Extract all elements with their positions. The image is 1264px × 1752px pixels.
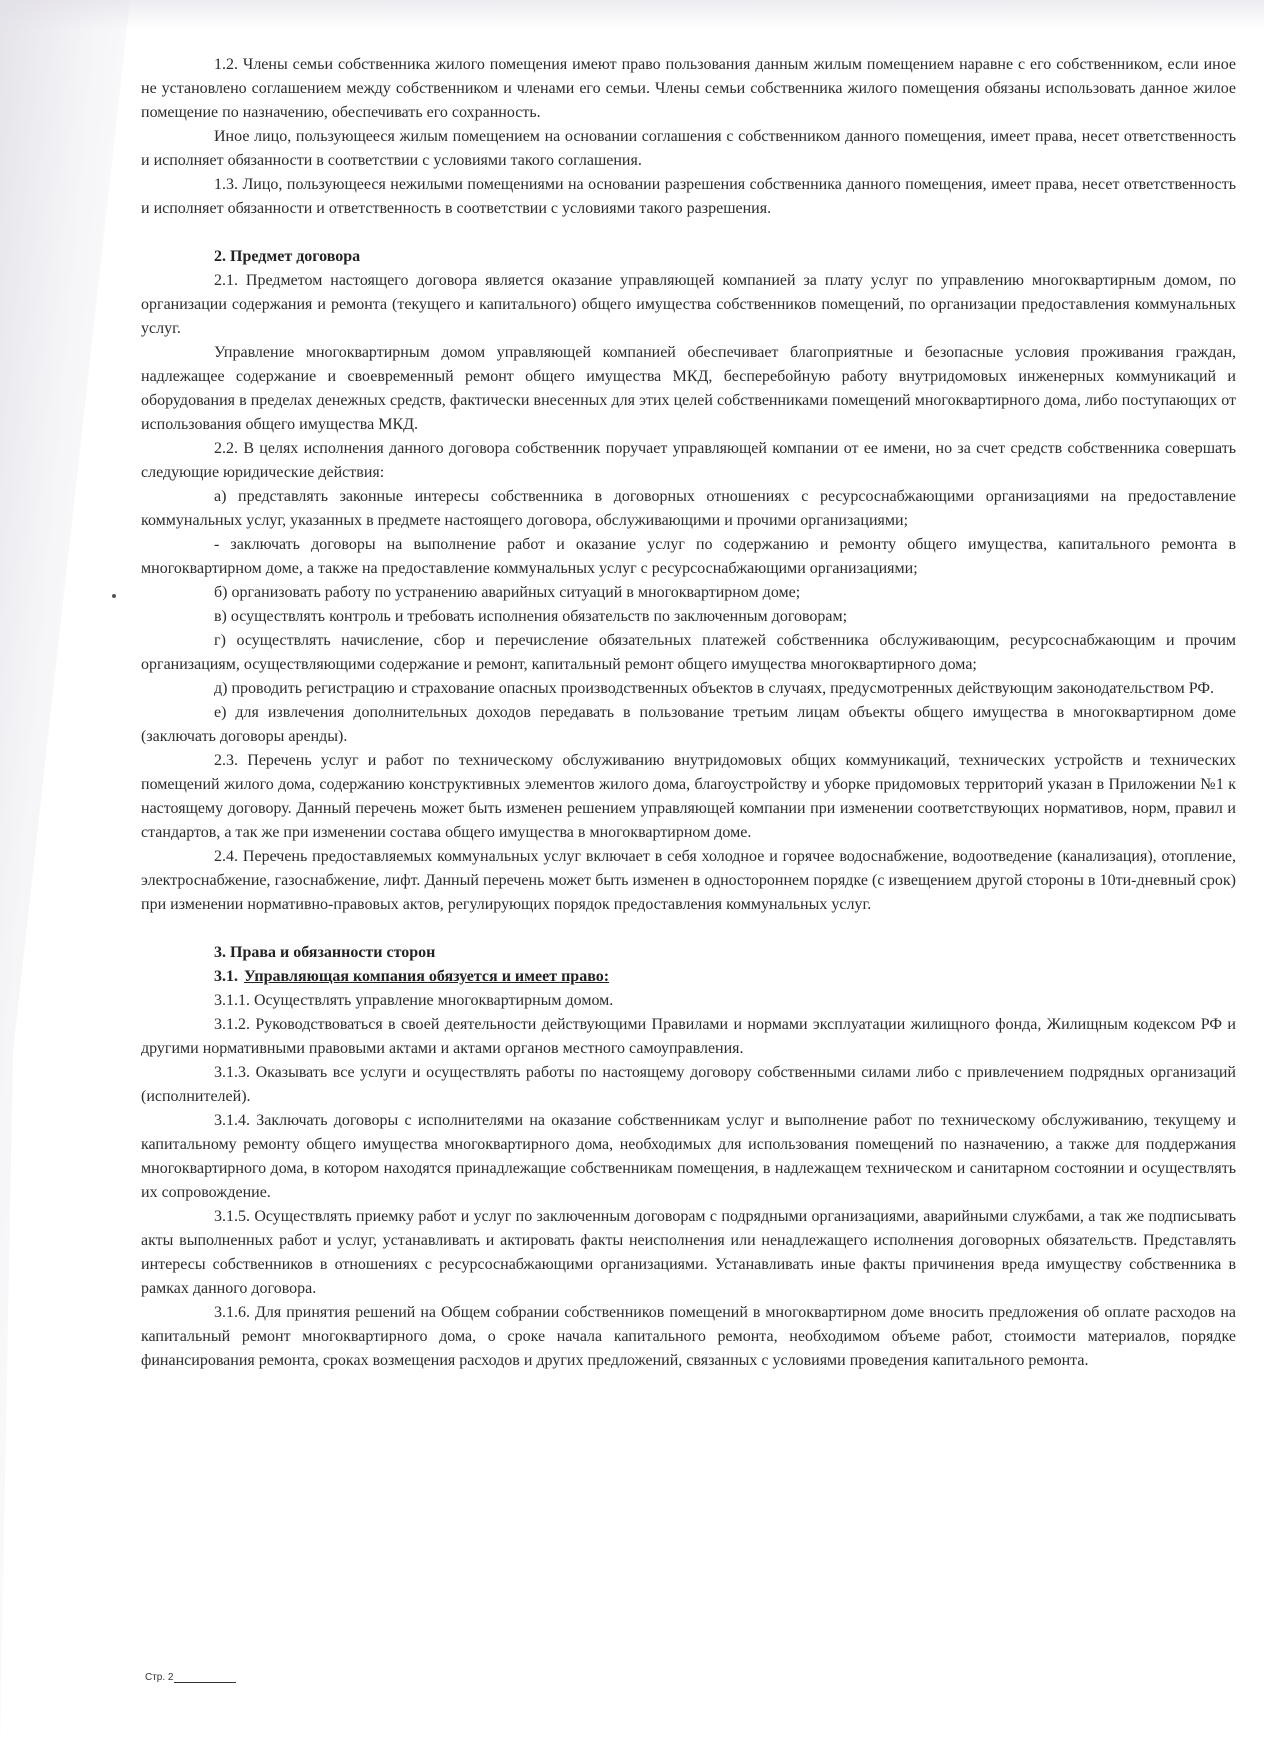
page-top-shadow bbox=[0, 0, 1264, 30]
paragraph-3-1-3: 3.1.3. Оказывать все услуги и осуществлять работы по настоящему договору собственными силами либо с привлечением подрядных организаций (исполнителей). bbox=[141, 1064, 1236, 1105]
paragraph-2-2-dash: - заключать договоры на выполнение работ и оказание услуг по содержанию и ремонту общего имущества, капитального ремонта в многоквартирном доме, а также на предоставление коммунальных услуг с ресурсоснабжающими организациями; bbox=[141, 536, 1236, 577]
paragraph-1-3: 1.3. Лицо, пользующееся нежилыми помещениями на основании разрешения собственника данного помещения, имеет права, несет ответственность и исполняет обязанности и ответственность в соответствии с условиями такого разрешения. bbox=[141, 176, 1236, 217]
subsection-3-1-number: 3.1. bbox=[214, 968, 238, 985]
paragraph-2-2-d: д) проводить регистрацию и страхование опасных производственных объектов в случаях, предусмотренных действующим законодательством РФ. bbox=[214, 680, 1215, 697]
section-2-heading: 2. Предмет договора bbox=[214, 248, 361, 265]
paragraph-2-1: 2.1. Предметом настоящего договора является оказание управляющей компанией за плату услуг по управлению многоквартирным домом, по организации содержания и ремонта (текущего и капитального) общего имущества собственников помещений, по организации предоставления коммунальных услуг. bbox=[141, 272, 1236, 337]
paragraph-3-1-6: 3.1.6. Для принятия решений на Общем собрании собственников помещений в многоквартирном доме вносить предложения об оплате расходов на капитальный ремонт многоквартирного дома, о сроке начала капитального ремонта, необходимом объеме работ, стоимости материалов, порядке финансирования ремонта, сроках возмещения расходов и других предложений, связанных с условиями проведения капитального ремонта. bbox=[141, 1304, 1236, 1369]
paragraph-2-2-b: б) организовать работу по устранению аварийных ситуаций в многоквартирном доме; bbox=[214, 584, 801, 601]
subsection-3-1-title: Управляющая компания обязуется и имеет право: bbox=[244, 968, 610, 985]
paragraph-2-2-g: г) осуществлять начисление, сбор и перечисление обязательных платежей собственника обслуживающим, ресурсоснабжающим и прочим организациям, осуществляющими содержание и ремонт, капитальный ремонт общего имущества многоквартирного дома; bbox=[141, 632, 1236, 673]
paragraph-1-2: 1.2. Члены семьи собственника жилого помещения имеют право пользования данным жилым помещением наравне с его собственником, если иное не установлено соглашением между собственником и членами его семьи. Члены семьи собственника жилого помещения обязаны использовать данное жилое помещение по назначению, обеспечивать его сохранность. bbox=[141, 56, 1236, 121]
document-page bbox=[141, 53, 1236, 1373]
paragraph-3-1-2: 3.1.2. Руководствоваться в своей деятельности действующими Правилами и нормами эксплуатации жилищного фонда, Жилищным кодексом РФ и другими нормативными правовыми актами и актами органов местного самоуправления. bbox=[141, 1016, 1236, 1057]
paragraph-management: Управление многоквартирным домом управляющей компанией обеспечивает благоприятные и безопасные условия проживания граждан, надлежащее содержание и своевременный ремонт общего имущества МКД, бесперебойную работу внутридомовых инженерных коммуникаций и оборудования в пределах денежных средств, фактически внесенных для этих целей собственниками помещений многоквартирного дома, либо поступающих от использования общего имущества МКД. bbox=[141, 344, 1236, 433]
paragraph-3-1-5: 3.1.5. Осуществлять приемку работ и услуг по заключенным договорам с подрядными организациями, аварийными службами, а так же подписывать акты выполненных работ и услуг, устанавливать и актировать факты неисполнения или ненадлежащего исполнения договорных обязательств. Представлять интересы собственников в отношениях с ресурсоснабжающими организациями. Устанавливать иные факты причинения вреда имуществу собственника в рамках данного договора. bbox=[141, 1208, 1236, 1297]
paragraph-3-1-1: 3.1.1. Осуществлять управление многоквартирным домом. bbox=[214, 992, 614, 1009]
paragraph-2-3: 2.3. Перечень услуг и работ по техническому обслуживанию внутридомовых общих коммуникаций, технических устройств и технических помещений жилого дома, содержанию конструктивных элементов жилого дома, благоустройству и уборке придомовых территорий указан в Приложении №1 к настоящему договору. Данный перечень может быть изменен решением управляющей компании при изменении соответствующих нормативов, норм, правил и стандартов, а так же при изменении состава общего имущества в многоквартирном доме. bbox=[141, 752, 1236, 841]
section-3-heading: 3. Права и обязанности сторон bbox=[214, 944, 436, 961]
paragraph-2-2-a: а) представлять законные интересы собственника в договорных отношениях с ресурсоснабжающими организациями на предоставление коммунальных услуг, указанных в предмете настоящего договора, обслуживающими и прочими организациями; bbox=[141, 488, 1236, 529]
signature-line bbox=[174, 1682, 236, 1683]
paragraph-other-person: Иное лицо, пользующееся жилым помещением на основании соглашения с собственником данного помещения, имеет права, несет ответственность и исполняет обязанности в соответствии с условиями такого соглашения. bbox=[141, 128, 1236, 169]
paragraph-2-2-v: в) осуществлять контроль и требовать исполнения обязательств по заключенным договорам; bbox=[214, 608, 848, 625]
page-number-label: Стр. 2 bbox=[145, 1672, 174, 1683]
paragraph-2-4: 2.4. Перечень предоставляемых коммунальных услуг включает в себя холодное и горячее водоснабжение, водоотведение (канализация), отопление, электроснабжение, газоснабжение, лифт. Данный перечень может быть изменен в одностороннем порядке (с извещением другой стороны в 10ти-дневный срок) при изменении нормативно-правовых актов, регулирующих порядок предоставления коммунальных услуг. bbox=[141, 848, 1236, 913]
page-footer bbox=[145, 1672, 236, 1683]
page-edge-shadow bbox=[0, 0, 130, 1752]
subsection-3-1-heading bbox=[141, 965, 1236, 989]
paragraph-2-2-e: е) для извлечения дополнительных доходов передавать в пользование третьим лицам объекты общего имущества в многоквартирном доме (заключать договоры аренды). bbox=[141, 704, 1236, 745]
paragraph-2-2: 2.2. В целях исполнения данного договора собственник поручает управляющей компании от ее имени, но за счет средств собственника совершать следующие юридические действия: bbox=[141, 440, 1236, 481]
paragraph-3-1-4: 3.1.4. Заключать договоры с исполнителями на оказание собственникам услуг и выполнение работ по техническому обслуживанию, текущему и капитальному ремонту общего имущества многоквартирного дома, необходимых для использования помещений по назначению, а также для поддержания многоквартирного дома, в котором находятся принадлежащие собственникам помещения, в надлежащем техническом и санитарном состоянии и осуществлять их сопровождение. bbox=[141, 1112, 1236, 1201]
scan-speck bbox=[112, 594, 116, 598]
